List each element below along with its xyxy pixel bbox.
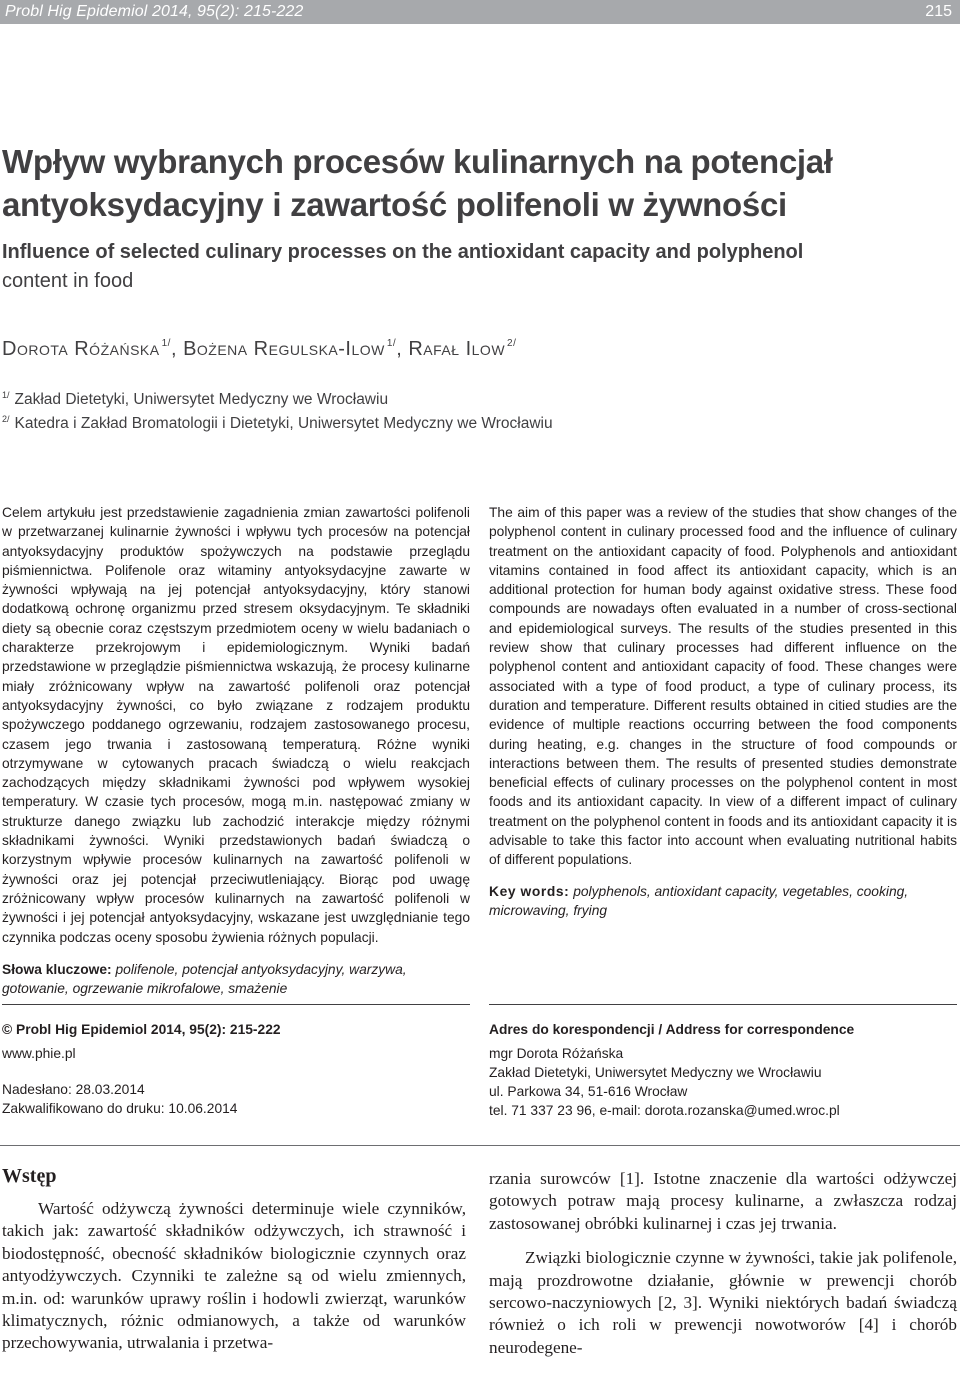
abstract-en: The aim of this paper was a review of the studies that show changes of the polyphenol content in culinary processed food and the influence of culinary treatment on the antioxidant capacity of food. Polyphenols and antioxidant vitamins contained in food affect its antioxidant capacity, which is an additional protection for human body against oxidative stress. These food compounds are nowadays often evaluated in a number of cross-sectional and epidemiological surveys. The results of the studies presented in this review show that culinary processes had different influence on the polyphenol content and antioxidant capacity of food. These changes were associated with a type of food product, a type of culinary process, its duration and temperature. Different results obtained in citied studies are the evidence of multiple reactions occurring between the food components during heating, e.g. changes in the structure of food compounds or interactions between them. The results of presented studies demonstrate beneficial effects of culinary processes on the polyphenol content in most foods and its antioxidant capacity. In view of a different impact of culinary treatment on the polyphenol content in foods and its antioxidant capacity it is advisable to take this factor into account when evaluating nutritional habits of different populations. [489,505,957,868]
correspondence-street: ul. Parkowa 34, 51-616 Wrocław [489,1084,688,1099]
keywords-en-label: Key words: [489,884,570,899]
correspondence-block [489,1020,854,1120]
author-name: Bożena Regulska-Ilow [183,338,385,360]
affiliation-text: Katedra i Zakład Bromatologii i Dietetyki, Uniwersytet Medyczny we Wrocławiu [14,415,553,432]
affiliation-mark: 2/ [2,414,10,424]
correspondence-name: mgr Dorota Różańska [489,1046,624,1061]
divider-right [489,1004,957,1005]
author-separator: , [396,338,409,360]
article-title-en [2,238,952,296]
intro-paragraph-right-1: rzania surowców [1]. Istotne znaczenie dla wartości odżywczej gotowych potraw mają procesy kulinarne, a zwłaszcza rodzaj zastosowanej obróbki kulinarnej i czas jej trwania. [489,1169,957,1233]
subtitle-line-1: Influence of selected culinary processes on the antioxidant capacity and polyphenol [2,241,804,263]
author-name: Rafał Ilow [408,338,506,360]
intro-paragraph-right-2: Związki biologicznie czynne w żywności, takie jak polifenole, mają prozdrowotne działanie, głównie w prewencji chorób sercowo-naczyniowych [2, 3]. Wyniki niektórych badań świadczą również o ich roli w prewencji nowotworów [4] i chorób neurodegene- [489,1248,957,1357]
correspondence-dept: Zakład Dietetyki, Uniwersytet Medyczny we Wrocławiu [489,1065,822,1080]
accepted-date: Zakwalifikowano do druku: 10.06.2014 [2,1101,238,1116]
citation-line: © Probl Hig Epidemiol 2014, 95(2): 215-222 [2,1022,281,1037]
subtitle-line-2: content in food [2,270,134,292]
author-separator: , [170,338,184,360]
affiliation-text: Zakład Dietetyki, Uniwersytet Medyczny we Wrocławiu [14,391,389,408]
keywords-en-value: polyphenols, antioxidant capacity, vegetables, cooking, microwaving, frying [489,884,909,919]
article-title-pl: Wpływ wybranych procesów kulinarnych na potencjał antyoksydacyjny i zawartość polifenoli w żywności [2,143,833,223]
affiliation-1 [2,390,388,409]
journal-url-link[interactable]: www.phie.pl [2,1046,76,1061]
keywords-pl [2,960,470,999]
author-list [2,338,516,361]
keywords-pl-value: polifenole, potencjał antyoksydacyjny, warzywa, gotowanie, ogrzewanie mikrofalowe, smażenie [2,962,407,997]
keywords-pl-label: Słowa kluczowe: [2,962,112,977]
author-affiliation-mark: 2/ [507,338,517,349]
affiliation-2 [2,414,553,433]
author-name: Dorota Różańska [2,338,160,360]
divider-left [2,1004,470,1005]
correspondence-contact: tel. 71 337 23 96, e-mail: dorota.rozanska@umed.wroc.pl [489,1103,840,1118]
intro-heading: Wstęp [2,1165,57,1187]
affiliation-mark: 1/ [2,390,10,400]
abstract-pl: Celem artykułu jest przedstawienie zagadnienia zmian zawartości polifenoli w przetwarzanej kulinarnie żywności i wpływu tych procesów na potencjał antyoksydacyjny produktów spożywczych na podstawie przeglądu piśmiennictwa. Polifenole oraz witaminy antyoksydacyjne zawarte w żywności wpływają na jej potencjał antyoksydacyjny, który stanowi dodatkową ochronę organizmu przed stresem oksydacyjnym. Te składniki diety są obecnie coraz częstszym przedmiotem oceny w wielu badaniach o charakterze przekrojowym i epidemiologicznym. Wyniki badań przedstawione w przeglądzie piśmiennictwa wskazują, że procesy kulinarne miały zróżnicowany wpływ na zawartość polifenoli oraz potencjał antyoksydacyjny żywności, co było związane z rodzajem produktu spożywczego poddanego ogrzewaniu, rodzajem zastosowanego procesu, czasem jego trwania i zastosowaną temperaturą. Różne wyniki otrzymywane w cytowanych pracach świadczą o wielu reakcjach zachodzących między składnikami żywności pod wpływem wysokiej temperatury. W czasie tych procesów, mogą m.in. następować zmiany w strukturze danego związku lub zachodzić interakcje między różnymi składnikami żywności. Wyniki przedstawionych badań świadczą o korzystnym wpływie procesów kulinarnych na zawartość polifenoli w żywności oraz jej potencjał przeciwutleniający. Biorąc pod uwagę zróżnicowany wpływ procesów kulinarnych na zawartość polifenoli w żywności i jej potencjał antyoksydacyjny, wskazane jest uwzględnianie tego czynnika podczas oceny sposobu żywienia różnych populacji. [2,505,470,945]
page-number: 215 [925,3,952,20]
section-rule [0,1145,960,1146]
author-affiliation-mark: 1/ [161,338,171,349]
journal-citation-header: Probl Hig Epidemiol 2014, 95(2): 215-222 [5,3,304,20]
received-date: Nadesłano: 28.03.2014 [2,1082,145,1097]
journal-header-bar [0,0,960,24]
keywords-en [489,882,957,921]
correspondence-heading: Adres do korespondencji / Address for correspondence [489,1022,855,1037]
author-affiliation-mark: 1/ [386,338,397,349]
citation-block [2,1020,281,1118]
intro-column-right [489,1168,957,1359]
intro-paragraph-left: Wartość odżywczą żywności determinuje wiele czynników, takich jak: zawartość składników odżywczych, ich strawność i biodostępność, obecność składników biologicznie czynnych oraz antyodżywczych. Czynniki te zależne są od wielu zmiennych, m.in. od: warunków uprawy roślin i hodowli zwierząt, warunków klimatycznych, różnic odmianowych, a także od warunków przechowywania, utrwalania i przetwa- [2,1199,466,1353]
